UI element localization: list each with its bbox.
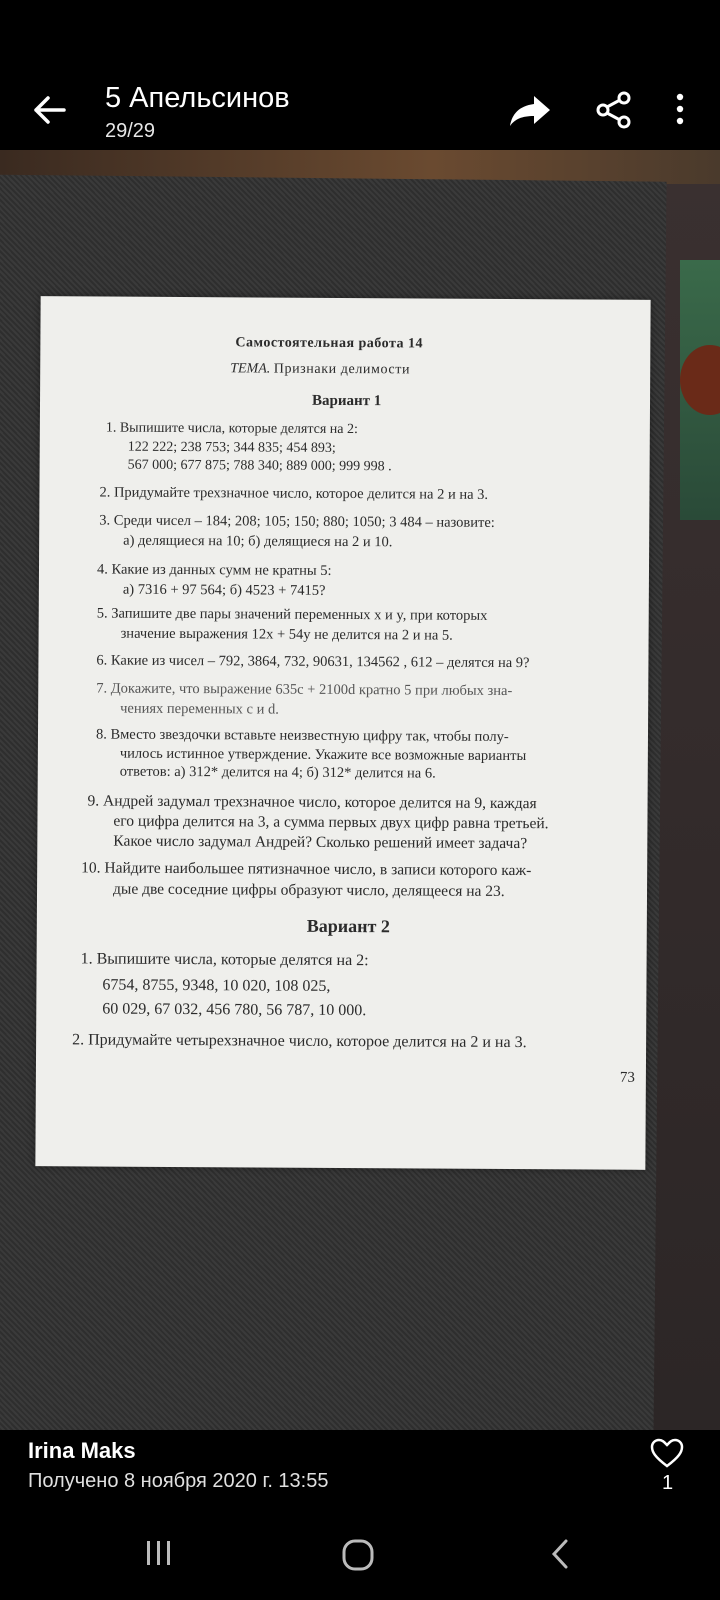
topic-line	[230, 361, 410, 378]
share-icon[interactable]	[594, 90, 634, 130]
back-arrow-icon[interactable]	[28, 88, 72, 132]
task-line: чилось истинное утверждение. Укажите все возможные варианты	[119, 745, 527, 765]
image-counter: 29/29	[105, 120, 156, 142]
photo-viewer[interactable]	[0, 150, 720, 1430]
task-line: 60 029, 67 032, 456 780, 56 787, 10 000.	[102, 1000, 367, 1020]
task-line: 5. Запишите две пары значений переменных x и y, при которых	[96, 605, 488, 624]
variant1-heading: Вариант 1	[311, 392, 382, 410]
task-line: 8. Вместо звездочки вставьте неизвестную цифру так, чтобы полу-	[95, 726, 509, 746]
task-line: чениях переменных c и d.	[120, 700, 279, 718]
task-line: 10. Найдите наибольшее пятизначное число, в записи которого каж-	[81, 859, 532, 880]
task-line: 6. Какие из чисел – 792, 3864, 732, 90631, 134562 , 612 – делятся на 9?	[96, 652, 530, 672]
nav-back-icon[interactable]	[548, 1538, 572, 1570]
task-line: 3. Среди чисел – 184; 208; 105; 150; 880; 1050; 3 484 – назовите:	[99, 512, 495, 531]
like-count: 1	[662, 1472, 674, 1494]
topic-label: ТЕМА.	[230, 361, 271, 377]
task-line: 567 000; 677 875; 788 340; 889 000; 999 998 .	[127, 457, 392, 475]
textbook-page	[35, 296, 650, 1170]
task-line: его цифра делится на 3, а сумма первых двух цифр равна третьей.	[113, 812, 549, 833]
task-line: 9. Андрей задумал трехзначное число, которое делится на 9, каждая	[87, 792, 537, 813]
heart-icon[interactable]	[650, 1438, 684, 1468]
album-title: 5 Апельсинов	[105, 82, 290, 114]
variant2-heading: Вариант 2	[306, 915, 390, 937]
top-app-bar	[0, 0, 720, 150]
task-line: 2. Придумайте трехзначное число, которое делится на 2 и на 3.	[99, 484, 489, 503]
task-line: а) делящиеся на 10; б) делящиеся на 2 и 10.	[123, 532, 393, 551]
task-line: 1. Выпишите числа, которые делятся на 2:	[105, 420, 358, 438]
forward-icon[interactable]	[508, 92, 552, 130]
more-vertical-icon[interactable]	[672, 92, 688, 132]
recent-apps-icon[interactable]	[144, 1540, 174, 1566]
task-line: ответов: а) 312* делится на 4; б) 312* делится на 6.	[119, 763, 436, 782]
task-line: 7. Докажите, что выражение 635c + 2100d кратно 5 при любых зна-	[96, 680, 513, 700]
task-line: Какое число задумал Андрей? Сколько решений имеет задача?	[113, 832, 528, 853]
page-number: 73	[619, 1069, 635, 1086]
task-line: а) 7316 + 97 564; б) 4523 + 7415?	[122, 581, 326, 599]
task-line: дые две соседние цифры образуют число, делящееся на 23.	[112, 880, 505, 900]
author-name: Irina Maks	[28, 1438, 136, 1463]
task-line: 4. Какие из данных сумм не кратны 5:	[96, 561, 332, 579]
task-line: 6754, 8755, 9348, 10 020, 108 025,	[102, 976, 331, 995]
task-line: 1. Выпишите числа, которые делятся на 2:	[80, 950, 369, 970]
topic-text: Признаки делимости	[273, 361, 411, 378]
work-heading: Самостоятельная работа 14	[235, 335, 424, 352]
task-line: 122 222; 238 753; 344 835; 454 893;	[127, 439, 336, 456]
task-line: значение выражения 12x + 54y не делится на 2 и на 5.	[120, 625, 453, 644]
home-icon[interactable]	[341, 1538, 375, 1572]
image-info-panel	[0, 1430, 720, 1600]
task-line: 2. Придумайте четырехзначное число, которое делится на 2 и на 3.	[72, 1031, 527, 1052]
received-date: Получено 8 ноября 2020 г. 13:55	[28, 1470, 329, 1492]
